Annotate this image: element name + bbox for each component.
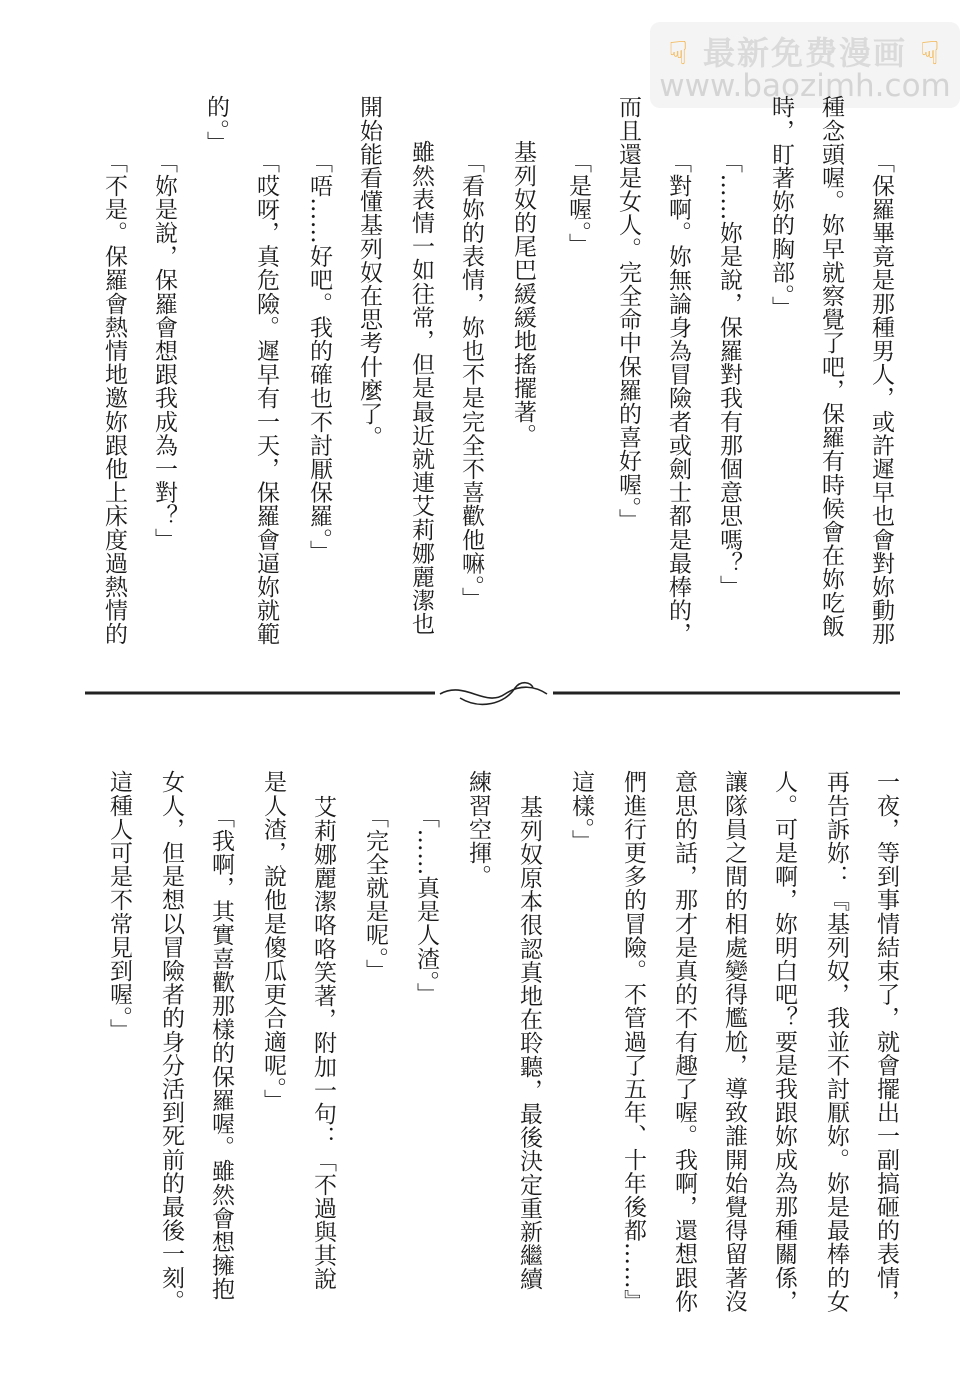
text-column: 再告訴妳：『基列奴，我並不討厭妳。妳是最棒的女 — [823, 770, 849, 1313]
watermark-title: ☟ 最新免费漫画 ☟ — [668, 34, 942, 72]
watermark-url: www.baozimh.com — [659, 68, 951, 104]
text-column: 「完全就是呢。」 — [362, 805, 388, 983]
text-column: 「看妳的表情，妳也不是完全不喜歡他嘛。」 — [458, 150, 484, 611]
text-column: 基列奴的尾巴緩緩地搖擺著。 — [510, 140, 536, 447]
text-column: 的。」 — [203, 95, 229, 155]
ornamental-divider — [85, 680, 900, 710]
text-column: 練習空揮。 — [465, 770, 491, 888]
text-column: 們進行更多的冒險。不管過了五年、十年後都……』 — [620, 770, 646, 1313]
watermark — [650, 22, 960, 108]
pointing-down-hand-icon: ☟ — [668, 34, 690, 72]
text-column: 「哎呀，真危險。遲早有一天，保羅會逼妳就範 — [253, 150, 279, 646]
text-column: 時，盯著妳的胸部。」 — [768, 95, 794, 320]
text-column: 女人，但是想以冒險者的身分活到死前的最後一刻。 — [158, 770, 184, 1313]
text-column: 種念頭喔。妳早就察覺了吧，保羅有時候會在妳吃飯 — [818, 95, 844, 638]
pointing-down-hand-icon: ☟ — [920, 34, 942, 72]
text-column: 「保羅畢竟是那種男人，或許遲早也會對妳動那 — [868, 150, 894, 646]
text-column: 人。可是啊，妳明白吧？要是我跟妳成為那種關係， — [771, 770, 797, 1313]
text-column: 雖然表情一如往常，但是最近就連艾莉娜麗潔也 — [408, 140, 434, 636]
text-column: 「唔……好吧。我的確也不討厭保羅。」 — [306, 150, 332, 564]
text-column: 「……真是人渣。」 — [413, 805, 439, 1006]
text-column: 而且還是女人。完全命中保羅的喜好喔。」 — [615, 95, 641, 532]
text-column: 意思的話，那才是真的不有趣了喔。我啊，還想跟你 — [671, 770, 697, 1313]
text-column: 這樣。」 — [568, 770, 594, 853]
text-column: 基列奴原本很認真地在聆聽，最後決定重新繼續 — [516, 795, 542, 1291]
text-column: 「對啊。妳無論身為冒險者或劍士都是最棒的， — [665, 150, 691, 646]
text-column: 這種人可是不常見到喔。」 — [106, 770, 132, 1042]
text-column: 一夜，等到事情結束了，就會擺出一副搞砸的表情， — [873, 770, 899, 1313]
text-column: 「……妳是說，保羅對我有那個意思嗎？」 — [716, 150, 742, 599]
text-column: 開始能看懂基列奴在思考什麼了。 — [356, 95, 382, 449]
text-column: 艾莉娜麗潔咯咯笑著，附加一句：「不過與其說 — [310, 795, 336, 1291]
text-column: 「我啊，其實喜歡那樣的保羅喔。雖然會想擁抱 — [208, 805, 234, 1301]
text-column: 讓隊員之間的相處變得尷尬，導致誰開始覺得留著沒 — [721, 770, 747, 1313]
text-column: 「妳是說，保羅會想跟我成為一對？」 — [151, 150, 177, 552]
text-column: 是人渣，說他是傻瓜更合適呢。」 — [260, 770, 286, 1113]
text-column: 「不是。保羅會熱情地邀妳跟他上床度過熱情的 — [101, 150, 127, 646]
text-column: 「是喔。」 — [565, 150, 591, 257]
